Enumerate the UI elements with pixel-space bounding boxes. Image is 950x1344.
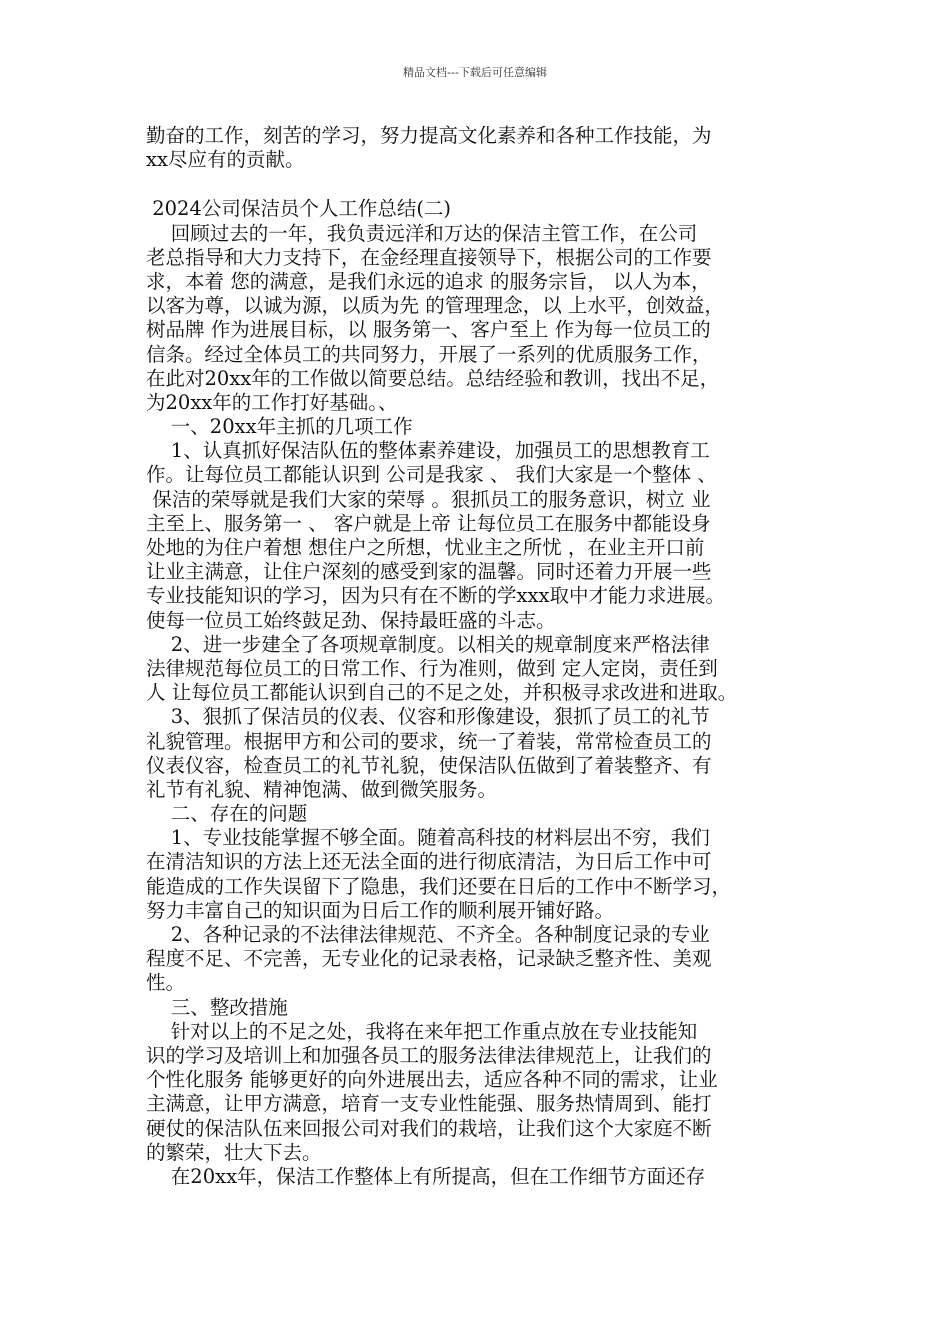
text-line: 2、各种记录的不法律法律规范、不齐全。各种制度记录的专业 — [146, 923, 710, 946]
text-line: 程度不足、不完善，无专业化的记录表格，记录缺乏整齐性、美观 — [146, 947, 712, 971]
text-line: 1、专业技能掌握不够全面。随着高科技的材料层出不穷，我们 — [146, 826, 710, 850]
text-line: 针对以上的不足之处，我将在来年把工作重点放在专业技能知 — [146, 1019, 698, 1043]
text-line: 在20xx年，保洁工作整体上有所提高，但在工作细节方面还存 — [146, 1164, 706, 1188]
text-line: 1、认真抓好保洁队伍的整体素养建设，加强员工的思想教育工 — [146, 439, 710, 463]
text-line: 以客为尊，以诚为源，以质为先 的管理理念，以 上水平，创效益， — [146, 294, 724, 318]
text-line: 识的学习及培训上和加强各员工的服务法律法律规范上，让我们的 — [146, 1043, 712, 1067]
text-line: 树品牌 作为进展目标，以 服务第一、客户至上 作为每一位员工的 — [146, 318, 711, 342]
text-line: 为20xx年的工作打好基础。、 — [146, 390, 398, 414]
document-body — [146, 124, 826, 1189]
text-line: 让业主满意，让住户深刻的感受到家的温馨。同时还着力开展一些 — [146, 560, 712, 584]
text-line: 的繁荣，壮大下去。 — [146, 1140, 322, 1164]
text-line: 主满意，让甲方满意，培育一支专业性能强、服务热情周到、能打 — [146, 1092, 712, 1116]
text-line: 勤奋的工作，刻苦的学习，努力提高文化素养和各种工作技能，为 — [146, 124, 712, 147]
text-line: 主至上、服务第一 、 客户就是上帝 让每位员工在服务中都能设身 — [146, 511, 711, 535]
heading-1: 一、20xx年主抓的几项工作 — [146, 415, 413, 439]
text-line: 保洁的荣辱就是我们大家的荣辱 。狠抓员工的服务意识，树立 业 — [146, 487, 711, 511]
text-line: 努力丰富自己的知识面为日后工作的顺利展开铺好路。 — [146, 898, 615, 922]
heading-3: 三、整改措施 — [146, 995, 288, 1019]
text-line: xx尽应有的贡献。 — [146, 148, 305, 172]
text-line: 个性化服务 能够更好的向外进展出去，适应各种不同的需求，让业 — [146, 1068, 718, 1092]
text-line: 硬仗的保洁队伍来回报公司对我们的栽培，让我们这个大家庭不断 — [146, 1116, 712, 1140]
section-title: 2024公司保洁员个人工作总结(二) — [146, 197, 452, 221]
page-header: 精品文档---下载后可任意编辑 — [403, 66, 547, 79]
text-line: 能造成的工作失误留下了隐患，我们还要在日后的工作中不断学习， — [146, 874, 732, 898]
text-line: 法律规范每位员工的日常工作、行为准则，做到 定人定岗，责任到 — [146, 656, 718, 680]
text-line: 作。让每位员工都能认识到 公司是我家 、 我们大家是一个整体 、 — [146, 463, 717, 487]
text-line: 回顾过去的一年，我负责远洋和万达的保洁主管工作，在公司 — [146, 221, 698, 245]
text-line: 信条。经过全体员工的共同努力，开展了一系列的优质服务工作， — [146, 342, 712, 366]
text-line: 仪表仪容，检查员工的礼节礼貌，使保洁队伍做到了着装整齐、有 — [146, 753, 712, 777]
text-line: 礼节有礼貌、精神饱满、做到微笑服务。 — [146, 777, 498, 801]
paragraph-gap — [146, 172, 826, 197]
text-line: 在此对20xx年的工作做以简要总结。总结经验和教训，找出不足， — [146, 366, 720, 390]
text-line: 处地的为住户着想 想住户之所想，忧业主之所忧 ，在业主开口前 — [146, 536, 705, 559]
text-line: 性。 — [146, 971, 186, 995]
text-line: 老总指导和大力支持下，在金经理直接领导下，根据公司的工作要 — [146, 245, 712, 269]
text-line: 求，本着 您的满意，是我们永远的追求 的服务宗旨， 以人为本， — [146, 269, 711, 293]
text-line: 3、狠抓了保洁员的仪表、仪容和形像建设，狠抓了员工的礼节 — [146, 705, 710, 729]
text-line: 2、进一步建全了各项规章制度。以相关的规章制度来严格法律 — [146, 632, 710, 656]
text-line: 专业技能知识的学习，因为只有在不断的学xxx取中才能力求进展。 — [146, 584, 725, 608]
text-line: 人 让每位员工都能认识到自己的不足之处，并积极寻求改进和进取。 — [146, 681, 738, 705]
text-line: 在清洁知识的方法上还无法全面的进行彻底清洁，为日后工作中可 — [146, 850, 712, 874]
heading-2: 二、存在的问题 — [146, 802, 308, 826]
text-line: 礼貌管理。根据甲方和公司的要求，统一了着装，常常检查员工的 — [146, 729, 712, 753]
text-line: 使每一位员工始终鼓足劲、保持最旺盛的斗志。 — [146, 608, 556, 632]
